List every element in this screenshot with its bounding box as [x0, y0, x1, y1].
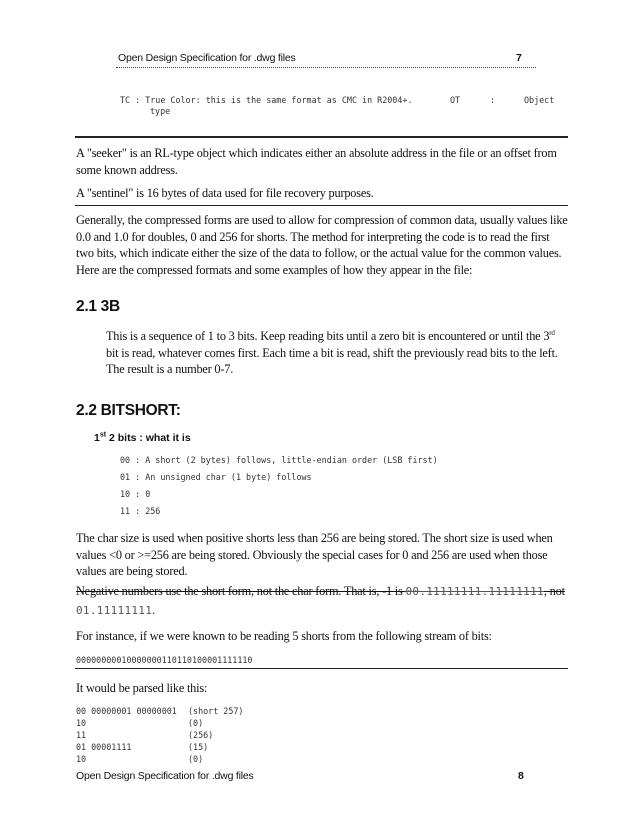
parsed-value: (15) — [188, 742, 209, 752]
3b-text-a: This is a sequence of 1 to 3 bits. Keep reading bits until a zero bit is encountered or until the 3 — [106, 329, 550, 343]
neg-text-a: Negative numbers use the short form, not the char form. That is, -1 is — [76, 584, 406, 598]
parsed-bits: 10 — [76, 754, 87, 764]
3b-text-b: bit is read, whatever comes first. Each time a bit is read, shift the previously read bits to the left. The result is a number 0-7. — [106, 345, 558, 376]
sentinel-rule — [75, 205, 568, 206]
header-page-number: 7 — [516, 52, 522, 64]
section-rule — [75, 136, 568, 138]
code-line: 00 : A short (2 bytes) follows, little-endian order (LSB first) — [120, 455, 438, 465]
parsed-bits: 10 — [76, 718, 87, 728]
sub-pre: 1 — [94, 432, 100, 444]
tc-code-cont: type — [150, 106, 171, 116]
parsed-intro: It would be parsed like this: — [76, 681, 208, 695]
parsed-bits: 11 — [76, 730, 87, 740]
parsed-value: (short 257) — [188, 706, 244, 716]
heading-bitshort: 2.2 BITSHORT: — [76, 402, 181, 419]
parsed-bits: 01 00001111 — [76, 742, 132, 752]
neg-text-b: , not — [543, 584, 565, 598]
3b-text-sup: rd — [549, 328, 555, 337]
stream-rule — [75, 668, 568, 669]
sentinel-paragraph: A "sentinel" is 16 bytes of data used for file recovery purposes. — [76, 186, 374, 200]
heading-3b: 2.1 3B — [76, 298, 120, 315]
code-line: 01 : An unsigned char (1 byte) follows — [120, 472, 312, 482]
header-rule — [116, 67, 536, 68]
instance-paragraph: For instance, if we were known to be reading 5 shorts from the following stream of bits: — [76, 629, 492, 643]
code-line: 10 : 0 — [120, 489, 151, 499]
sub-sup: st — [99, 431, 107, 439]
sub-post: 2 bits : what it is — [106, 432, 191, 444]
tc-col-object: Object — [524, 95, 555, 105]
parsed-value: (0) — [188, 718, 204, 728]
parsed-value: (0) — [188, 754, 204, 764]
seeker-paragraph: A "seeker" is an RL-type object which indicates either an absolute address in the file or an offset from some known address. — [76, 146, 557, 177]
parsed-bits: 00 00000001 00000001 — [76, 706, 177, 716]
neg-text-c: . — [152, 603, 156, 617]
parsed-value: (256) — [188, 730, 214, 740]
tc-code: TC : True Color: this is the same format as CMC in R2004+. — [120, 95, 413, 105]
neg-code-1: 00.11111111.11111111 — [405, 585, 544, 598]
tc-col-ot: OT — [450, 95, 461, 105]
footer-page-number: 8 — [518, 770, 524, 782]
bitshort-subheading — [94, 432, 191, 444]
intro-paragraph: Generally, the compressed forms are used to allow for compression of common data, usually values like 0.0 and 1.0 for doubles, 0 and 256 for shorts. The method for interpreting the code is to read the first two bits, which indicate either the size of the data to follow, or the actual value for the common values. Here are the compressed formats and some examples of how they appear in the file: — [76, 213, 568, 277]
bit-stream: 00000000010000000110110100001111110 — [76, 655, 253, 665]
bitshort-paragraph: The char size is used when positive shorts less than 256 are being stored. The short size is used when values <0 or >=256 are being stored. Obviously the special cases for 0 and 256 are used when those values are being stored. — [76, 531, 553, 578]
header-title: Open Design Specification for .dwg files — [118, 52, 296, 64]
neg-code-2: 01.11111111 — [76, 604, 153, 617]
3b-paragraph — [106, 328, 562, 378]
footer-title: Open Design Specification for .dwg files — [76, 770, 254, 782]
code-line: 11 : 256 — [120, 506, 161, 516]
page-header — [118, 52, 528, 64]
tc-col-colon: : — [490, 95, 496, 105]
negative-paragraph — [76, 582, 568, 620]
